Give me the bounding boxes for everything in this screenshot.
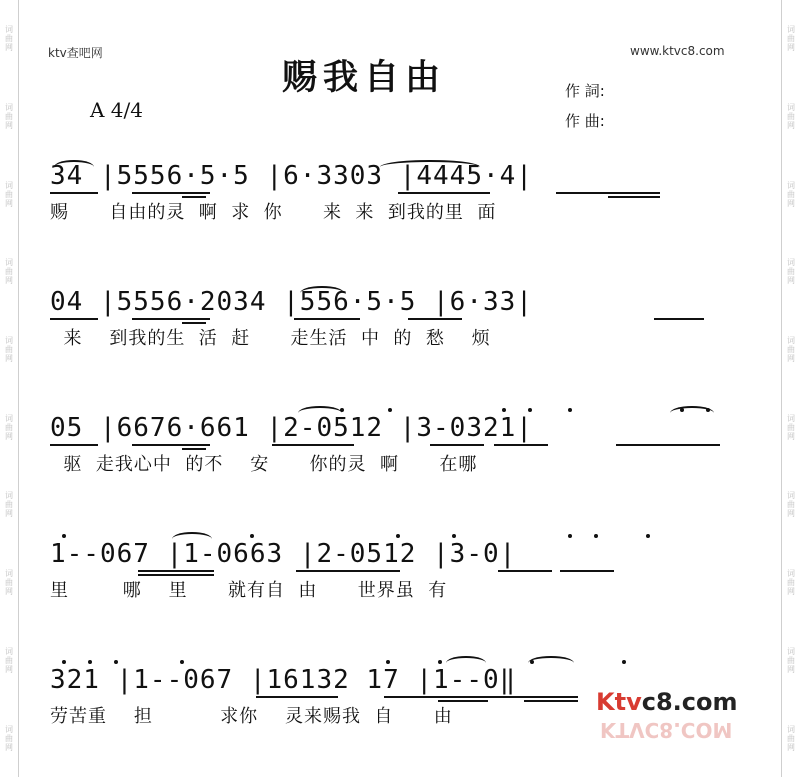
high-octave-dot [114,660,118,664]
beam-line [494,444,548,446]
high-octave-dot [706,408,710,412]
side-mark: 词曲网 [4,180,14,208]
side-mark: 词曲网 [4,25,14,53]
left-border-strip [0,0,19,777]
composer-label: 作 曲: [565,112,605,130]
tie-arc [380,160,480,174]
double-beam [182,192,206,198]
double-beam [182,444,206,450]
side-mark: 词曲网 [4,413,14,441]
score-row-1 [50,158,740,238]
notation-line: 34 |5556·5·5 |6·3303 |4445·4| [50,161,533,191]
high-octave-dot [502,408,506,412]
score-row-3 [50,410,740,490]
beam-line [560,570,614,572]
side-mark: 词曲网 [786,336,796,364]
lyric-line: 劳苦重 担 求你 灵来赐我 自 由 [50,706,453,727]
lyric-line: 驱 走我心中 的不 安 你的灵 啊 在哪 [50,454,478,475]
high-octave-dot [452,534,456,538]
notation-line: 321 |1--067 |16132 17 |1--0‖ [50,665,517,695]
song-title: 赐我自由 [282,58,447,98]
high-octave-dot [180,660,184,664]
site-url: www.ktvc8.com [630,44,725,58]
notation-line: 04 |5556·2034 |556·5·5 |6·33| [50,287,533,317]
double-beam [608,192,660,198]
beam-line [430,444,484,446]
side-mark: 词曲网 [786,724,796,752]
beam-line [50,444,98,446]
notation-line: 05 |6676·661 |2-0512 |3-0321| [50,413,533,443]
high-octave-dot [396,534,400,538]
beam-line [294,318,360,320]
side-mark: 词曲网 [786,646,796,674]
tie-arc [172,532,212,546]
high-octave-dot [250,534,254,538]
double-beam [524,696,578,702]
high-octave-dot [594,534,598,538]
beam-line [272,444,354,446]
lyric-line: 里 哪 里 就有自 由 世界虽 有 [50,580,448,601]
tie-arc [528,656,574,670]
side-mark: 词曲网 [786,103,796,131]
watermark-text-b: c8.com [641,688,738,716]
lyric-line: 来 到我的生 活 赶 走生活 中 的 愁 烦 [50,328,491,349]
score-row-4 [50,536,740,616]
side-mark: 词曲网 [786,569,796,597]
high-octave-dot [62,660,66,664]
beam-line [654,318,704,320]
beam-line [296,570,400,572]
score-row-2 [50,284,740,364]
side-mark: 词曲网 [786,413,796,441]
high-octave-dot [680,408,684,412]
double-beam [438,696,488,702]
watermark-text-a: Ktv [596,688,642,716]
high-octave-dot [386,660,390,664]
beam-line [50,318,98,320]
high-octave-dot [62,534,66,538]
watermark-reflection: KTVC8.COM [600,718,733,742]
high-octave-dot [622,660,626,664]
high-octave-dot [340,408,344,412]
notation-line: 1--067 |1-0663 |2-0512 |3-0| [50,539,517,569]
key-signature: A 4/4 [90,98,143,122]
high-octave-dot [88,660,92,664]
tie-arc [300,286,344,300]
high-octave-dot [568,408,572,412]
double-beam [138,570,214,576]
side-mark: 词曲网 [786,25,796,53]
high-octave-dot [528,408,532,412]
beam-line [50,192,98,194]
beam-line [398,192,490,194]
side-mark: 词曲网 [786,258,796,286]
tie-arc [54,160,94,174]
beam-line [256,696,338,698]
beam-line [616,444,720,446]
lyricist-label: 作 詞: [565,82,605,100]
high-octave-dot [388,408,392,412]
side-mark: 词曲网 [4,491,14,519]
site-name: ktv查吧网 [48,46,103,60]
high-octave-dot [438,660,442,664]
side-mark: 词曲网 [4,724,14,752]
beam-line [408,318,462,320]
tie-arc [298,406,342,420]
beam-line [498,570,552,572]
high-octave-dot [646,534,650,538]
watermark-logo [596,688,737,716]
tie-arc [446,656,486,670]
double-beam [182,318,206,324]
lyric-line: 赐 自由的灵 啊 求 你 来 来 到我的里 面 [50,202,497,223]
side-mark: 词曲网 [4,569,14,597]
side-mark: 词曲网 [786,491,796,519]
side-mark: 词曲网 [4,646,14,674]
right-border-strip [781,0,800,777]
side-mark: 词曲网 [4,336,14,364]
high-octave-dot [568,534,572,538]
side-mark: 词曲网 [4,103,14,131]
side-mark: 词曲网 [786,180,796,208]
side-mark: 词曲网 [4,258,14,286]
